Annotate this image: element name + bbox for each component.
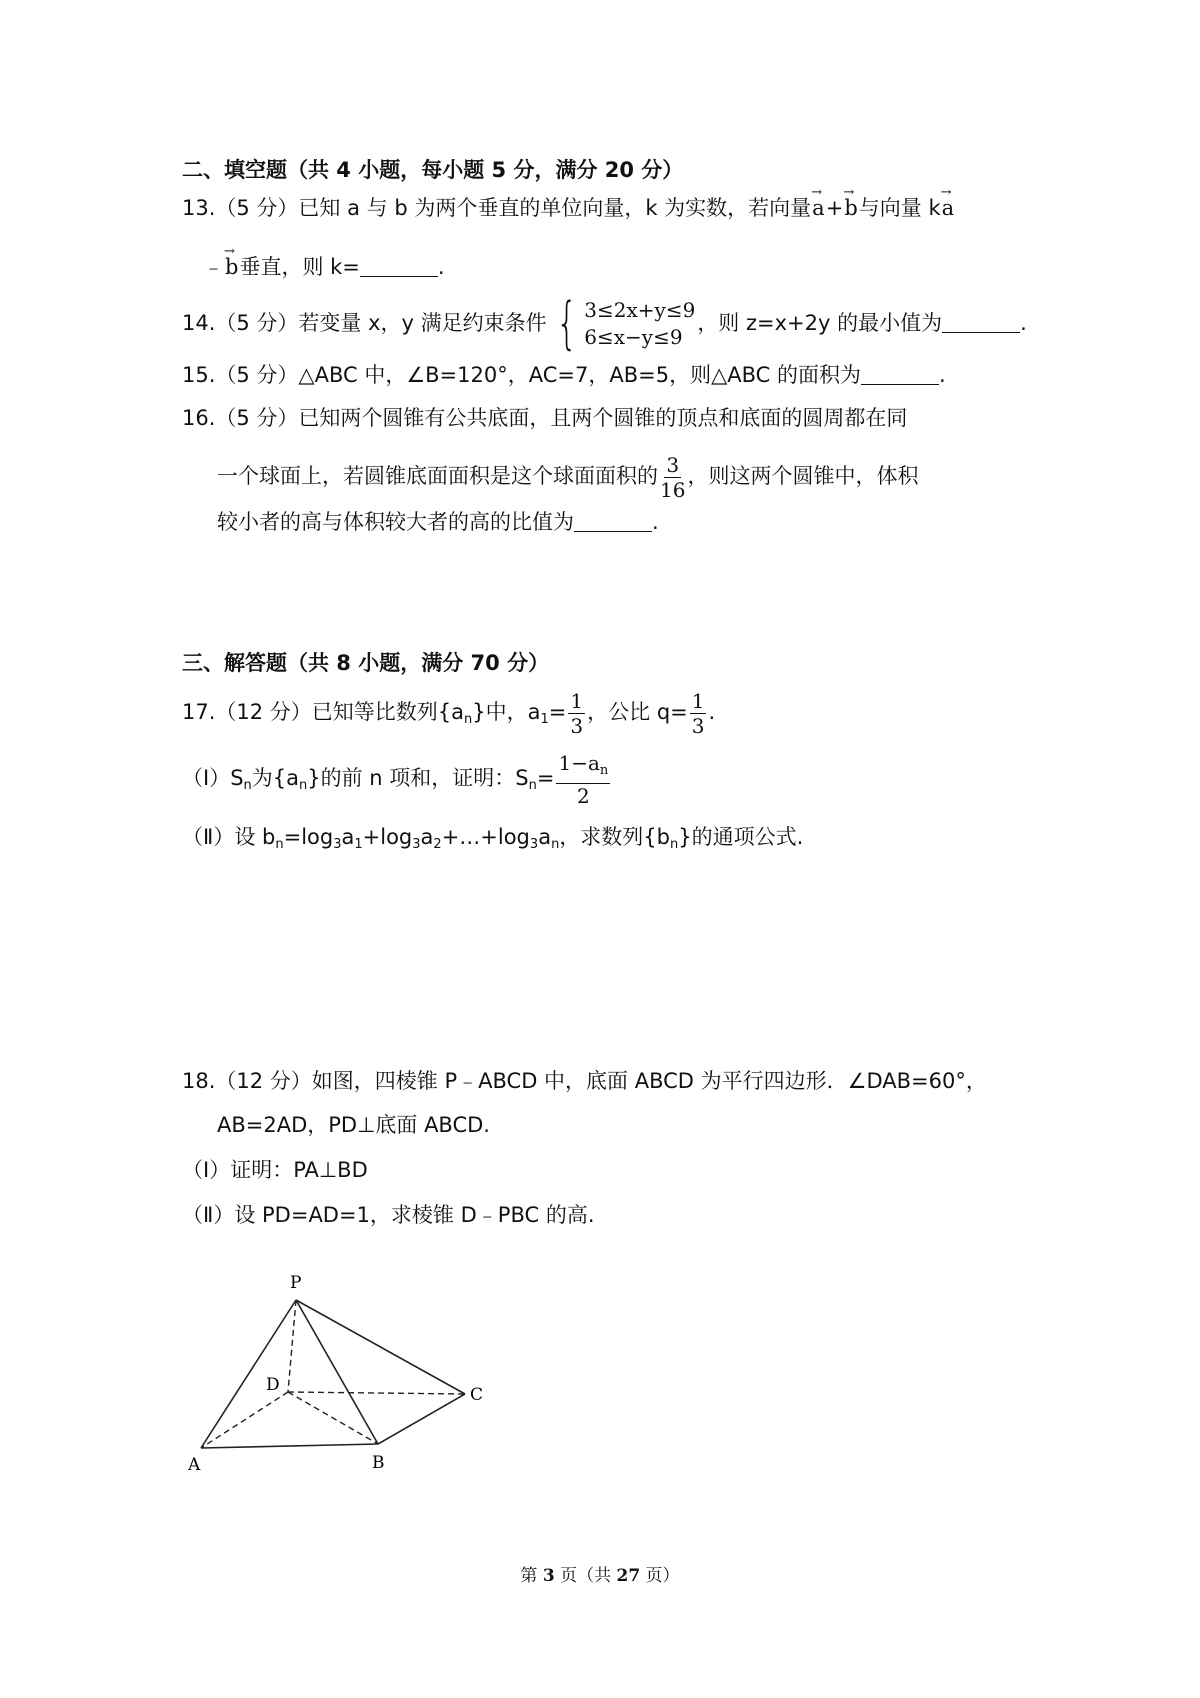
pyramid-figure: [178, 1258, 508, 1498]
footer-total-pages: 27: [616, 1566, 641, 1586]
a1-den: 3: [570, 713, 584, 738]
q17-p2-subn2: n: [551, 837, 560, 852]
frac-den: 16: [660, 477, 686, 502]
vector-a: → a: [811, 193, 826, 223]
edge-DC: [288, 1392, 465, 1394]
q13-line2: [203, 252, 445, 282]
label-C: C: [470, 1385, 484, 1405]
q17-p2-d: +log: [362, 825, 413, 849]
section3-heading: 三、解答题（共 8 小题，满分 70 分）: [182, 651, 550, 675]
label-P: P: [290, 1273, 302, 1293]
constraint-1: 3≤2x+y≤9: [584, 298, 696, 322]
q17-start: 17.（12 分）已知等比数列{a: [182, 700, 465, 724]
q17-p2-sub3c: 3: [529, 837, 539, 852]
q16-line3: [217, 507, 659, 537]
edge-PA: [201, 1300, 296, 1448]
frac-num: 3: [666, 452, 680, 477]
q17-part1-start: （Ⅰ）S: [182, 766, 244, 790]
solid-edges: [201, 1300, 465, 1448]
section2-heading: 二、填空题（共 4 小题，每小题 5 分，满分 20 分）: [182, 158, 684, 182]
q17-p2-g: a: [538, 825, 552, 849]
q-den: 3: [691, 713, 705, 738]
q14-period: .: [1020, 311, 1027, 335]
answer-blank-14[interactable]: [942, 310, 1020, 333]
q15-line: [182, 360, 946, 390]
edge-PD: [288, 1300, 296, 1392]
q18-part2: （Ⅱ）设 PD=AD=1，求棱锥 D﹣PBC 的高.: [182, 1203, 595, 1227]
a1-num: 1: [570, 688, 584, 713]
q16-line3-text: 较小者的高与体积较大者的高的比值为: [217, 510, 574, 534]
fraction-sn: [556, 751, 610, 808]
sn-num: [556, 751, 610, 784]
q13-mid: 与向量 k: [858, 196, 941, 220]
constraint-system: [549, 291, 696, 356]
plus-sign: +: [825, 196, 844, 220]
q13-period: .: [437, 255, 445, 279]
q-num: 1: [691, 688, 705, 713]
minus-sign: ﹣: [203, 255, 224, 279]
edge-AB: [201, 1444, 378, 1448]
q17-p2-sub3a: 3: [333, 837, 342, 852]
q17-p2-f: +…+log: [441, 825, 530, 849]
q18-part1: （Ⅰ）证明：PA⊥BD: [182, 1158, 368, 1182]
q17-p2-sub2: 2: [433, 837, 442, 852]
q17-p2-sub3b: 3: [412, 837, 421, 852]
vector-b2: → b: [224, 252, 239, 282]
q17-p2-i: }的通项公式.: [678, 825, 804, 849]
hidden-edges: [201, 1300, 465, 1448]
label-B: B: [372, 1453, 385, 1473]
q14-start: 14.（5 分）若变量 x，y 满足约束条件: [182, 311, 547, 335]
q17-part1-mid: 为{a: [251, 766, 300, 790]
q17-sub-n: n: [464, 712, 473, 727]
q13-line1: [182, 193, 955, 223]
footer-page-number: 3: [542, 1566, 555, 1586]
q16-period: .: [652, 510, 659, 534]
q13-text: 13.（5 分）已知 a 与 b 为两个垂直的单位向量，k 为实数，若向量: [182, 196, 812, 220]
q14-end: ，则 z=x+2y 的最小值为: [697, 311, 943, 335]
footer-middle: 页（共: [554, 1566, 617, 1586]
page-footer: [0, 1561, 1200, 1591]
fraction-q: [690, 689, 707, 738]
vector-b: → b: [843, 193, 858, 223]
label-A: A: [188, 1455, 201, 1475]
q17-sub-1: 1: [540, 712, 549, 727]
q17-p2-c: a: [341, 825, 355, 849]
q17-p2-subn3: n: [670, 837, 679, 852]
q17-part1-end: }的前 n 项和，证明：S: [307, 766, 529, 790]
q17-p2-e: a: [420, 825, 434, 849]
q13-end: 垂直，则 k=: [239, 255, 360, 279]
q18-line2: AB=2AD，PD⊥底面 ABCD.: [217, 1113, 490, 1137]
q17-part1-eq: =: [536, 766, 555, 790]
q17-period: .: [708, 700, 716, 724]
q17-mid: }中，a: [472, 700, 541, 724]
q17-part2-a: （Ⅱ）设 b: [182, 825, 276, 849]
answer-blank-15[interactable]: [861, 362, 939, 385]
brace-icon: {: [555, 291, 578, 356]
q16-line2-end: ，则这两个圆锥中，体积: [687, 464, 919, 488]
edge-PB: [296, 1300, 378, 1444]
label-D: D: [266, 1375, 280, 1395]
q17-p2-h: ，求数列{b: [559, 825, 671, 849]
edge-PC: [296, 1300, 465, 1394]
q17-part1-sub2: n: [299, 778, 308, 793]
fraction-3-16: [660, 453, 685, 502]
q17-p2-sub1: 1: [354, 837, 363, 852]
answer-blank-16[interactable]: [574, 509, 652, 532]
fraction-a1: [568, 689, 585, 738]
q14-line: [182, 291, 1027, 356]
sn-num-sub: n: [599, 762, 609, 778]
q18-line1: 18.（12 分）如图，四棱锥 P﹣ABCD 中，底面 ABCD 为平行四边形．∠DAB=60°，: [182, 1069, 987, 1093]
edge-DB: [288, 1392, 378, 1444]
q17-part1-sub: n: [243, 778, 252, 793]
q16-line1: 16.（5 分）已知两个圆锥有公共底面，且两个圆锥的顶点和底面的圆周都在同: [182, 406, 908, 430]
q17-part1: [182, 748, 612, 816]
constraint-2: 6≤x−y≤9: [584, 325, 683, 349]
edge-DA: [201, 1392, 288, 1448]
q17-part1-sub3: n: [528, 778, 537, 793]
footer-suffix: 页）: [640, 1566, 680, 1586]
constraint-rows: [584, 297, 695, 351]
q17-p2-sub-n: n: [275, 837, 284, 852]
q17-line: [182, 682, 715, 750]
q16-line2-start: 一个球面上，若圆锥底面面积是这个球面面积的: [217, 464, 658, 488]
answer-blank-13[interactable]: [360, 254, 438, 277]
q15-text: 15.（5 分）△ABC 中，∠B=120°，AC=7，AB=5，则△ABC 的面积为: [182, 363, 861, 387]
q17-ratio: ，公比 q=: [587, 700, 688, 724]
edge-BC: [378, 1394, 465, 1444]
sn-den: 2: [577, 783, 590, 808]
sn-num-text: 1−a: [558, 750, 600, 775]
q15-period: .: [938, 363, 946, 387]
footer-prefix: 第: [520, 1566, 543, 1586]
q16-line2: [217, 446, 918, 506]
vector-a2: → a: [941, 193, 956, 223]
q17-p2-b: =log: [283, 825, 334, 849]
q17-eq: =: [548, 700, 567, 724]
q17-part2: [182, 822, 803, 860]
